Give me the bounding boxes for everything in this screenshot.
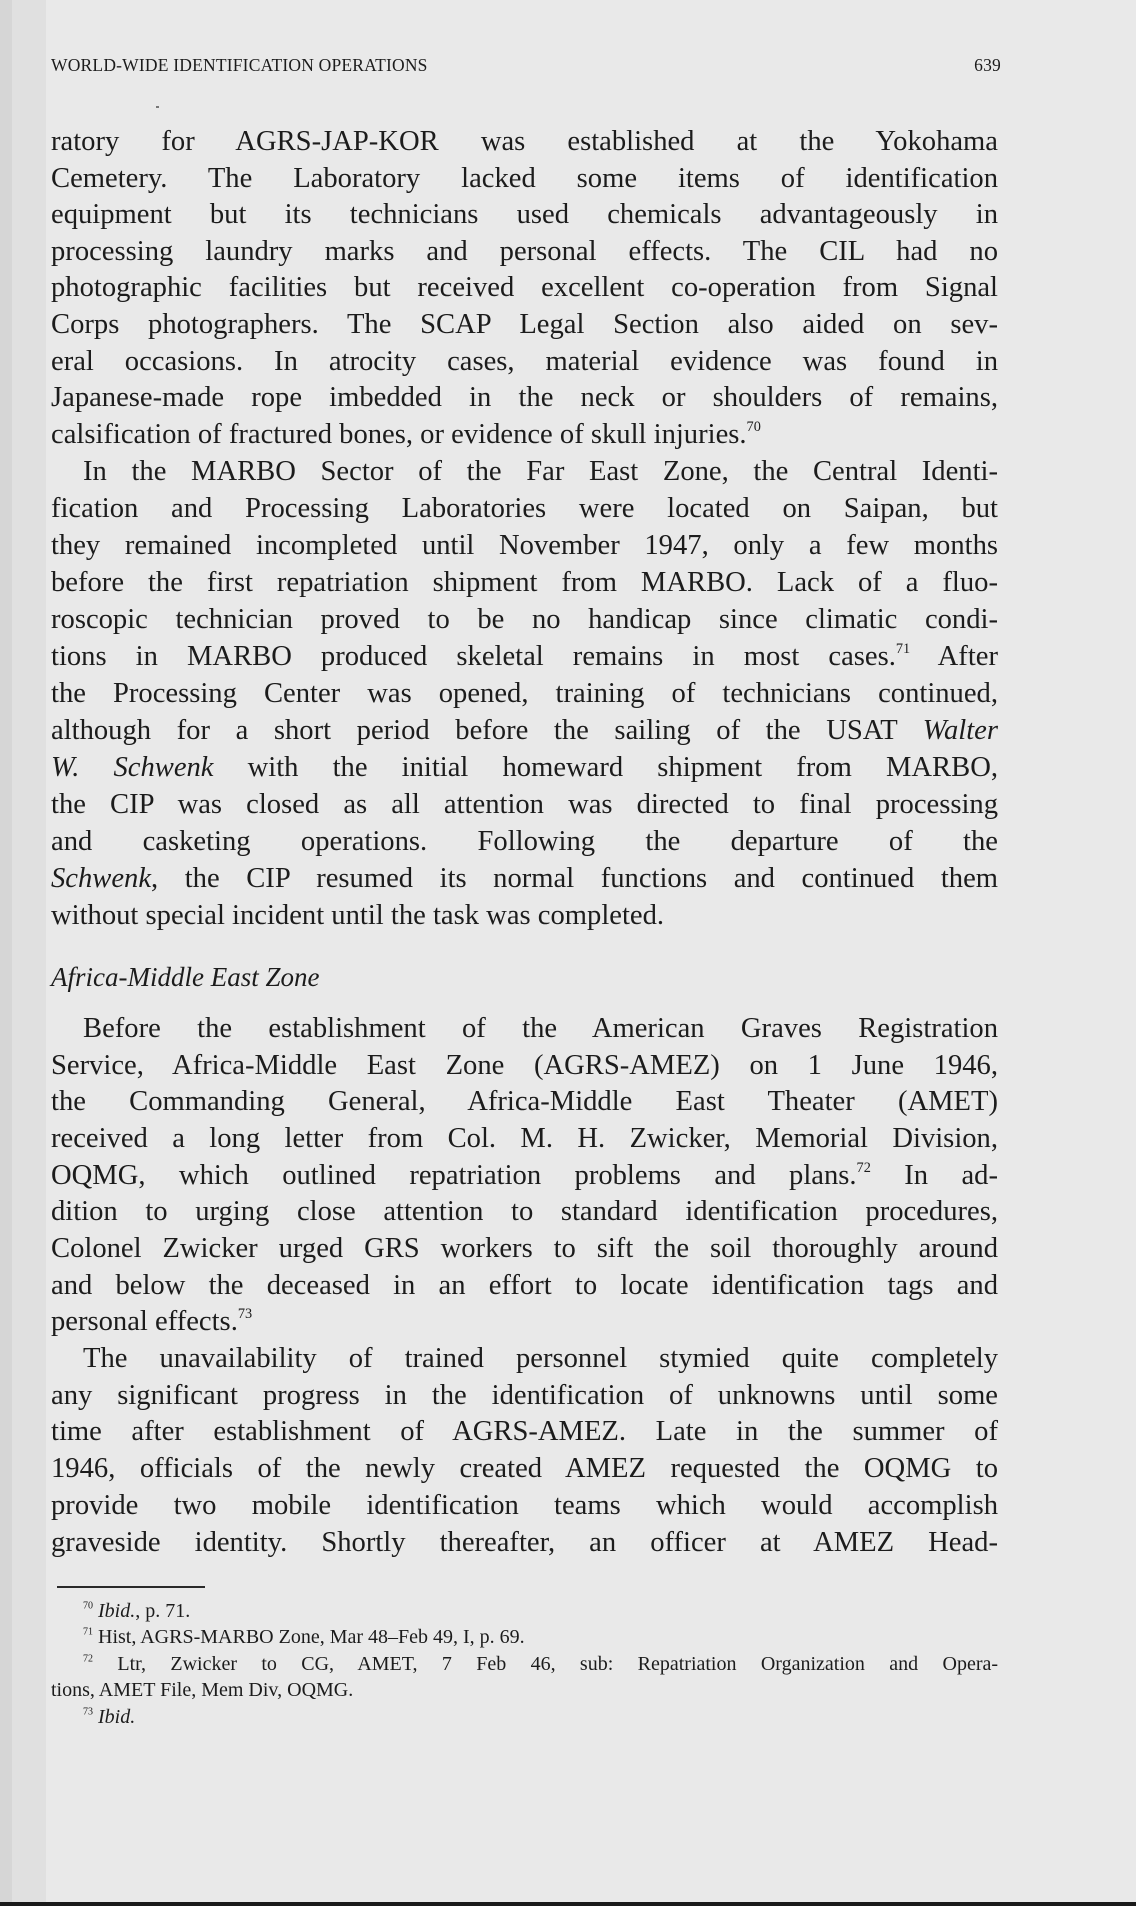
text-line: Cemetery. The Laboratory lacked some items of identification [51, 163, 998, 194]
text-line: Japanese-made rope imbedded in the neck or shoulders of remains, [51, 382, 998, 413]
text-span: although for a short period before the sailing of the USAT [51, 715, 898, 746]
text-line: and casketing operations. Following the departure of the [51, 826, 998, 857]
footnote-number: 72 [83, 1653, 93, 1665]
page-number: 639 [974, 55, 1001, 75]
footnote-ref: 72 [856, 1159, 871, 1176]
footnote-ref: 70 [746, 418, 761, 435]
text-line: without special incident until the task was completed. [51, 900, 665, 931]
text-line: the CIP was closed as all attention was directed to final processing [51, 789, 998, 820]
text-line: Before the establishment of the American Graves Registration [83, 1013, 998, 1044]
text-line: graveside identity. Shortly thereafter, an officer at AMEZ Head- [51, 1527, 998, 1558]
text-line: provide two mobile identification teams which would accomplish [51, 1490, 998, 1521]
text-line: equipment but its technicians used chemicals advantageously in [51, 199, 998, 230]
footnote-continuation: tions, AMET File, Mem Div, OQMG. [51, 1679, 354, 1701]
text-span: calsification of fractured bones, or evidence of skull injuries. [51, 419, 747, 450]
text-line: The unavailability of trained personnel stymied quite completely [83, 1343, 998, 1374]
text-line: the Commanding General, Africa-Middle East Theater (AMET) [51, 1086, 998, 1117]
footnote [51, 1704, 998, 1730]
footnote-ibid: Ibid. [98, 1706, 136, 1728]
text-line: ratory for AGRS-JAP-KOR was established at the Yokohama [51, 126, 998, 157]
text-line: time after establishment of AGRS-AMEZ. Late in the summer of [51, 1416, 998, 1447]
footnote-ref: 73 [237, 1305, 253, 1322]
text-line: dition to urging close attention to standard identification procedures, [51, 1196, 998, 1227]
text-line: and below the deceased in an effort to locate identification tags and [51, 1270, 998, 1301]
scan-speck [156, 106, 159, 108]
footnote-number: 70 [83, 1600, 93, 1612]
text-line [51, 639, 998, 675]
footnote-ibid: Ibid. [98, 1600, 136, 1622]
footnote [51, 1598, 998, 1624]
footnote-number: 73 [83, 1706, 93, 1718]
text-span: OQMG, which outlined repatriation problems and plans. [51, 1160, 857, 1191]
text-line: In the MARBO Sector of the Far East Zone, the Central Identi- [83, 456, 998, 487]
scan-bottom-edge [0, 1902, 1136, 1906]
text-line: roscopic technician proved to be no handicap since climatic condi- [51, 604, 998, 635]
text-line: any significant progress in the identification of unknowns until some [51, 1380, 998, 1411]
text-span: with the initial homeward shipment from MARBO, [247, 752, 998, 783]
ship-name: Walter [922, 715, 998, 746]
text-line [51, 1304, 998, 1340]
text-line [51, 750, 998, 786]
footnote-ref: 71 [895, 640, 911, 657]
section-heading: Africa-Middle East Zone [51, 962, 320, 992]
running-head-title: WORLD-WIDE IDENTIFICATION OPERATIONS [51, 55, 428, 75]
footnote-number: 71 [83, 1626, 93, 1638]
footnote-text: Hist, AGRS-MARBO Zone, Mar 48–Feb 49, I, p. 69. [98, 1626, 525, 1648]
text-span: , the CIP resumed its normal functions and continued them [151, 863, 998, 894]
text-line: Colonel Zwicker urged GRS workers to sift the soil thoroughly around [51, 1233, 998, 1264]
text-line: before the first repatriation shipment from MARBO. Lack of a fluo- [51, 567, 998, 598]
text-span: tions in MARBO produced skeletal remains in most cases. [51, 641, 896, 672]
footnote-divider [57, 1586, 205, 1588]
text-line: eral occasions. In atrocity cases, material evidence was found in [51, 346, 998, 377]
running-head [51, 55, 1001, 81]
text-line: 1946, officials of the newly created AMEZ requested the OQMG to [51, 1453, 998, 1484]
text-span: personal effects. [51, 1306, 238, 1337]
ship-name: Schwenk [51, 863, 152, 894]
text-line: Corps photographers. The SCAP Legal Section also aided on sev- [51, 309, 998, 340]
text-span: After [937, 641, 998, 672]
ship-name: W. Schwenk [51, 752, 214, 783]
text-line: processing laundry marks and personal effects. The CIL had no [51, 236, 998, 267]
footnote [51, 1651, 998, 1677]
footnote-text: Ltr, Zwicker to CG, AMET, 7 Feb 46, sub: Repatriation Organization and Opera- [117, 1653, 999, 1675]
footnote-text: , p. 71. [135, 1600, 191, 1622]
text-line [51, 417, 998, 453]
text-span: In ad- [904, 1160, 998, 1191]
text-line: received a long letter from Col. M. H. Zwicker, Memorial Division, [51, 1123, 998, 1154]
text-line: photographic facilities but received excellent co-operation from Signal [51, 272, 998, 303]
text-line [51, 1158, 998, 1194]
text-line: Service, Africa-Middle East Zone (AGRS-AMEZ) on 1 June 1946, [51, 1050, 998, 1081]
text-line [51, 861, 998, 897]
text-line: the Processing Center was opened, training of technicians continued, [51, 678, 998, 709]
footnote [51, 1624, 998, 1650]
text-line: fication and Processing Laboratories were located on Saipan, but [51, 493, 998, 524]
text-line: they remained incompleted until November 1947, only a few months [51, 530, 998, 561]
text-line [51, 713, 998, 749]
